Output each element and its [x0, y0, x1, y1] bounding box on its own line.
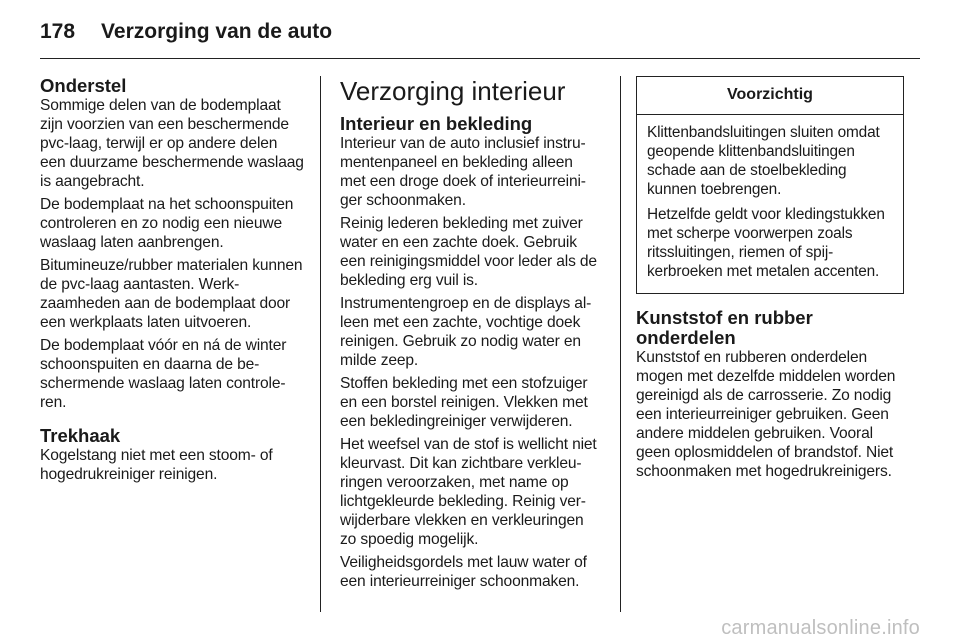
paragraph: Interieur van de auto inclusief instrumentenpaneel en bekleding alleen met een droge doek of interieurreiniger schoonmaken.: [340, 135, 586, 209]
caution-body: [637, 115, 903, 293]
paragraph: Klittenbandsluitingen sluiten omdat geopende klittenbandsluitingen schade aan de stoelbekleding kunnen toebrengen.: [647, 124, 880, 198]
paragraph: Kogelstang niet met een stoom- of hogedrukreiniger reinigen.: [40, 447, 273, 483]
paragraph: Stoffen bekleding met een stofzuiger en een borstel reinigen. Vlekken met een bekledingreiniger verwijderen.: [340, 375, 588, 430]
paragraph: Kunststof en rubberen onderdelen mogen met dezelfde middelen worden gereinigd als de carrosserie. Zo nodig een interieurreiniger gebruiken. Geen andere middelen gebruiken. Vooral geen oplosmiddelen of brandstof. Niet schoonmaken met hogedrukreinigers.: [636, 349, 896, 480]
paragraph: Het weefsel van de stof is wellicht niet kleurvast. Dit kan zichtbare verkleuringen veroorzaken, met name op lichtgekleurde bekleding. Reinig verwijderbare vlekken en verkleuringen zo spoedig mogelijk.: [340, 436, 597, 548]
paragraph: Instrumentengroep en de displays alleen met een zachte, vochtige doek reinigen. Gebruik zo nodig water en milde zeep.: [340, 295, 592, 369]
paragraph: Reinig lederen bekleding met zuiver water en een zachte doek. Gebruik een reinigingsmiddel voor leder als de bekleding erg vuil is.: [340, 215, 597, 289]
section-onderstel: [40, 76, 304, 412]
paragraph: Sommige delen van de bodemplaat zijn voorzien van een beschermende pvc-laag, terwijl er op andere delen een duurzame beschermende waslaag is aangebracht.: [40, 97, 304, 190]
watermark: carmanualsonline.info: [721, 617, 920, 639]
section-kunststof: [636, 308, 904, 481]
header-divider: [40, 58, 920, 59]
caution-title: Voorzichtig: [637, 77, 903, 115]
page-header: [40, 16, 920, 48]
paragraph: Bitumineuze/rubber materialen kunnen de pvc-laag aantasten. Werkzaamheden aan de bodemplaat door een werkplaats laten uitvoeren.: [40, 257, 303, 331]
page-title: Verzorging van de auto: [101, 20, 333, 43]
section-heading-onderstel: Onderstel: [40, 76, 127, 96]
column-divider-1: [320, 76, 321, 612]
chapter-heading: Verzorging interieur: [340, 76, 566, 106]
paragraph: De bodemplaat vóór en ná de winter schoonspuiten en daarna de beschermende waslaag laten controleren.: [40, 337, 287, 411]
page-number: 178: [40, 20, 76, 43]
paragraph: De bodemplaat na het schoonspuiten controleren en zo nodig een nieuwe waslaag laten aanbrengen.: [40, 196, 294, 251]
section-heading-interieur: Interieur en bekleding: [340, 113, 533, 134]
column-middle: [340, 76, 602, 612]
caution-box: [636, 76, 904, 294]
paragraph: Veiligheidsgordels met lauw water of een interieurreiniger schoonmaken.: [340, 554, 587, 590]
column-right: [636, 76, 904, 612]
section-heading-kunststof: Kunststof en rubber onderdelen: [636, 307, 813, 348]
section-trekhaak: [40, 426, 304, 484]
section-heading-trekhaak: Trekhaak: [40, 425, 121, 446]
paragraph: Hetzelfde geldt voor kledingstukken met scherpe voorwerpen zoals ritssluitingen, riemen of spijkerbroeken met metalen accenten.: [647, 206, 885, 280]
column-left: [40, 76, 304, 612]
column-divider-2: [620, 76, 621, 612]
